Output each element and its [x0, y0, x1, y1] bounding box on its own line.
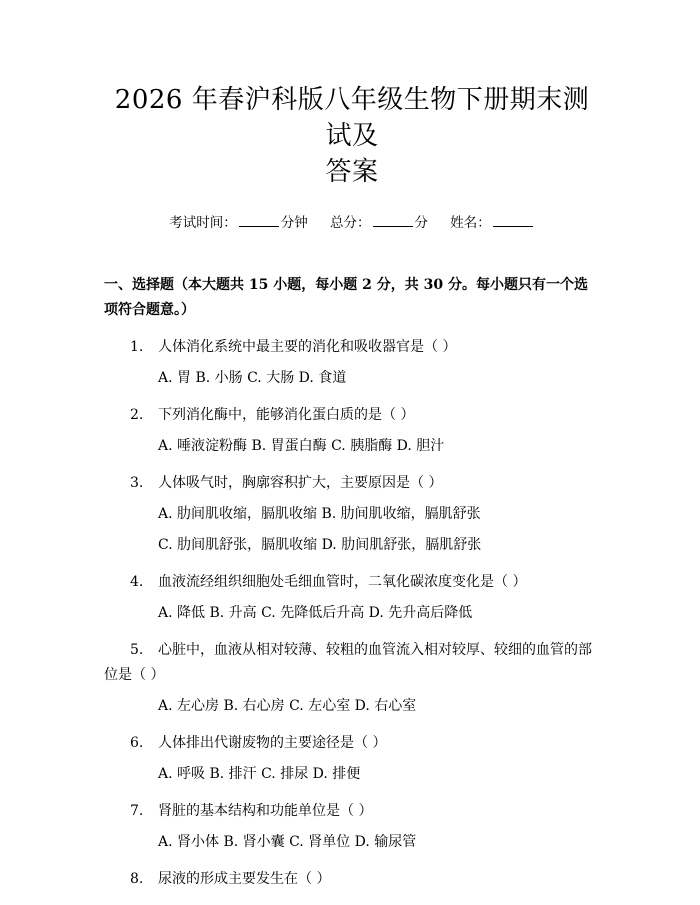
question-number: 6.: [130, 735, 144, 751]
exam-time-unit: 分钟: [280, 215, 308, 231]
question-list: [104, 335, 600, 892]
question-1-options: A. 胃 B. 小肠 C. 大肠 D. 食道: [158, 370, 347, 386]
total-score-label: 总分：: [330, 215, 371, 231]
question-text: 血液流经组织细胞处毛细血管时，二氧化碳浓度变化是（ ）: [158, 574, 527, 590]
name-field: [450, 212, 535, 233]
question-5-options: A. 左心房 B. 右心房 C. 左心室 D. 右心室: [158, 698, 417, 714]
exam-time-label: 考试时间：: [169, 215, 237, 231]
total-score-field: [330, 212, 428, 233]
question-8: [104, 867, 600, 892]
question-6-options: A. 呼吸 B. 排汗 C. 排尿 D. 排便: [158, 766, 361, 782]
question-2-options: A. 唾液淀粉酶 B. 胃蛋白酶 C. 胰脂酶 D. 胆汁: [158, 438, 445, 454]
title-line-1: 2026 年春沪科版八年级生物下册期末测试及: [114, 85, 590, 151]
question-4-options: A. 降低 B. 升高 C. 先降低后升高 D. 先升高后降低: [158, 605, 473, 621]
total-score-blank: [373, 212, 413, 227]
question-1: [104, 335, 600, 360]
question-number: 1.: [130, 339, 144, 355]
exam-time-field: [169, 212, 308, 233]
question-3-options: A. 肋间肌收缩，膈肌收缩 B. 肋间肌收缩，膈肌舒张: [158, 506, 481, 522]
question-text: 肾脏的基本结构和功能单位是（ ）: [158, 803, 373, 819]
exam-time-blank: [239, 212, 279, 227]
question-3-options: C. 肋间肌舒张，膈肌收缩 D. 肋间肌舒张，膈肌舒张: [158, 537, 482, 553]
question-text: 尿液的形成主要发生在（ ）: [158, 871, 331, 887]
question-number: 8.: [130, 871, 144, 887]
question-6: [104, 731, 600, 756]
question-number: 2.: [130, 407, 144, 423]
question-number: 7.: [130, 803, 144, 819]
name-blank: [493, 212, 533, 227]
exam-info: [104, 212, 600, 233]
question-number: 5.: [130, 642, 144, 658]
question-2: [104, 403, 600, 428]
question-5: [104, 638, 600, 688]
question-7-options: A. 肾小体 B. 肾小囊 C. 肾单位 D. 输尿管: [158, 834, 417, 850]
question-number: 4.: [130, 574, 144, 590]
document-title: [104, 0, 600, 190]
question-number: 3.: [130, 475, 144, 491]
section-1-heading: 一、选择题（本大题共 15 小题，每小题 2 分，共 30 分。每小题只有一个选项符合题意。）: [104, 277, 588, 318]
question-text: 人体吸气时，胸廓容积扩大，主要原因是（ ）: [158, 475, 443, 491]
question-text: 人体消化系统中最主要的消化和吸收器官是（ ）: [158, 339, 457, 355]
question-text: 心脏中，血液从相对较薄、较粗的血管流入相对较厚、较细的血管的部位是（ ）: [104, 642, 592, 683]
total-score-unit: 分: [414, 215, 428, 231]
question-3: [104, 471, 600, 496]
name-label: 姓名：: [450, 215, 491, 231]
question-text: 人体排出代谢废物的主要途径是（ ）: [158, 735, 387, 751]
question-7: [104, 799, 600, 824]
question-text: 下列消化酶中，能够消化蛋白质的是（ ）: [158, 407, 415, 423]
question-4: [104, 570, 600, 595]
title-line-2: 答案: [325, 157, 379, 187]
